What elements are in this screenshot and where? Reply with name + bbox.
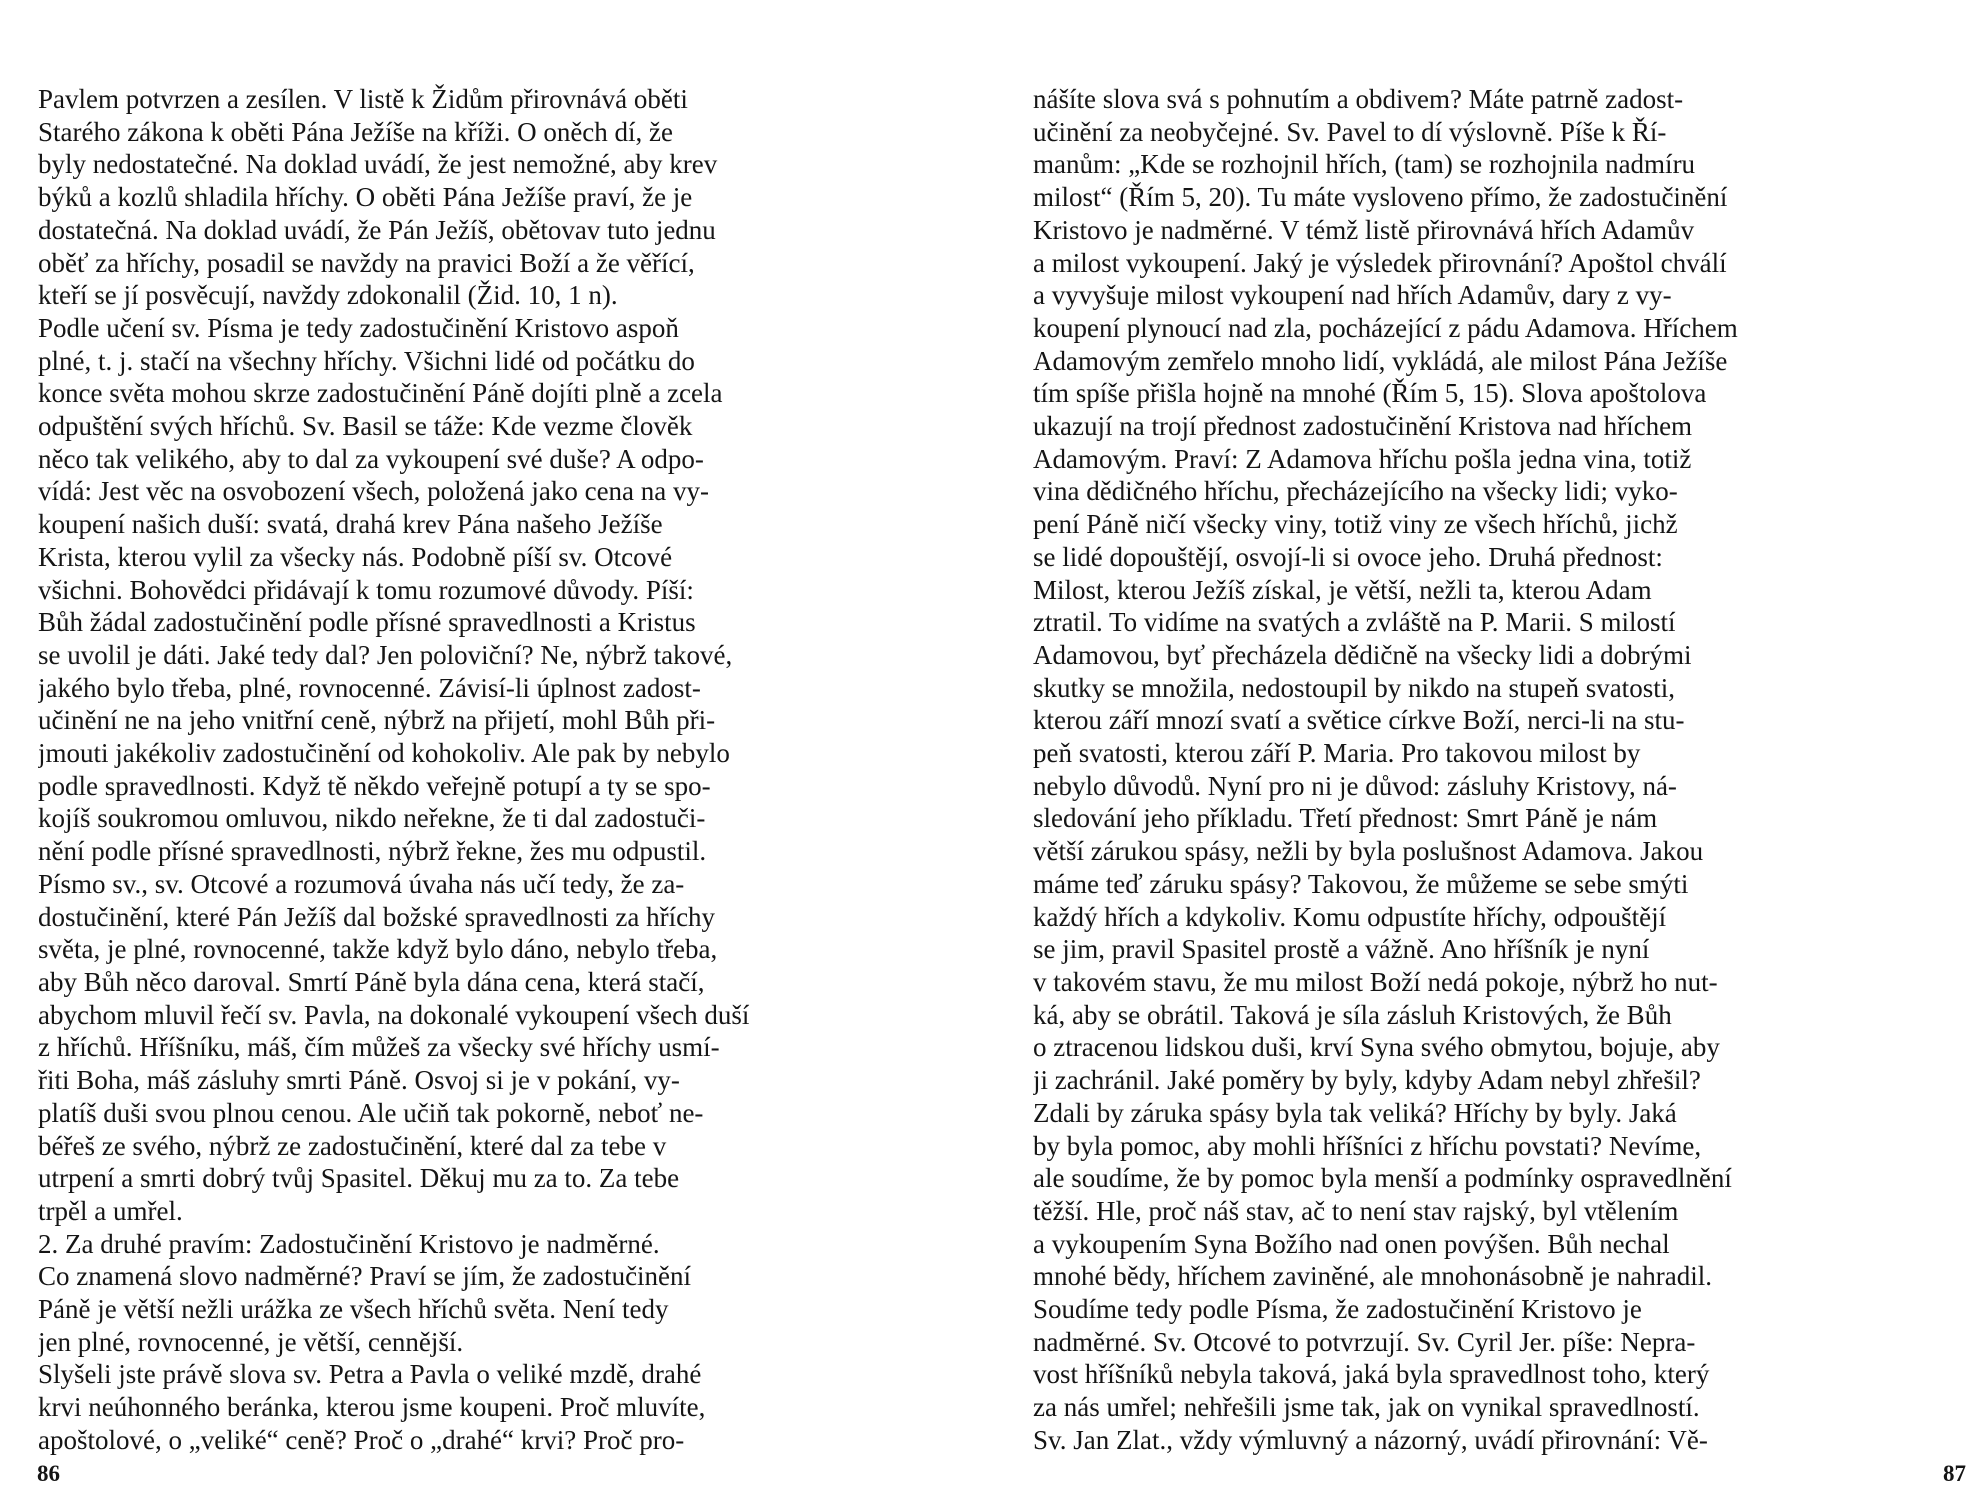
text-line: utrpení a smrti dobrý tvůj Spasitel. Děkuj mu za to. Za tebe <box>38 1163 680 1194</box>
text-line: Páně je větší nežli urážka ze všech hříchů světa. Není tedy <box>38 1294 669 1325</box>
text-line: oběť za hříchy, posadil se navždy na pravici Boží a že věřící, <box>38 247 695 278</box>
text-line: abychom mluvil řečí sv. Pavla, na dokonalé vykoupení všech duší <box>38 999 750 1030</box>
text-line: nášíte slova svá s pohnutím a obdivem? Máte patrně zadost- <box>1033 84 1684 114</box>
text-line: všichni. Bohovědci přidávají k tomu rozumové důvody. Píší: <box>38 574 694 605</box>
text-line: vina dědičného hříchu, přecházejícího na všecky lidi; vyko- <box>1033 476 1678 507</box>
text-line: 2. Za druhé pravím: Zadostučinění Kristovo je nadměrné. <box>38 1228 660 1259</box>
text-line: ká, aby se obrátil. Taková je síla zásluh Kristových, že Bůh <box>1033 999 1672 1030</box>
text-line: ztratil. To vidíme na svatých a zvláště na P. Marii. S milostí <box>1033 607 1676 638</box>
text-line: vost hříšníků nebyla taková, jaká byla spravedlnost toho, který <box>1033 1359 1710 1390</box>
text-line: krvi neúhonného beránka, kterou jsme koupeni. Proč mluvíte, <box>38 1392 706 1423</box>
text-line: učinění ne na jeho vnitřní ceně, nýbrž na přijetí, mohl Bůh při- <box>38 705 716 736</box>
text-line: sledování jeho příkladu. Třetí přednost: Smrt Páně je nám <box>1033 803 1658 834</box>
text-line: nadměrné. Sv. Otcové to potvrzují. Sv. Cyril Jer. píše: Nepra- <box>1033 1326 1696 1357</box>
text-line: nebylo důvodů. Nyní pro ni je důvod: zásluhy Kristovy, ná- <box>1033 770 1677 801</box>
text-line: ji zachránil. Jaké poměry by byly, kdyby Adam nebyl zhřešil? <box>1033 1065 1701 1096</box>
text-line: trpěl a umřel. <box>38 1195 183 1226</box>
text-line: světa, je plné, rovnocenné, takže když bylo dáno, nebylo třeba, <box>38 934 718 965</box>
text-line: jen plné, rovnocenné, je větší, cennější. <box>38 1326 464 1357</box>
text-line: mnohé bědy, hříchem zaviněné, ale mnohonásobně je nahradil. <box>1033 1261 1713 1292</box>
text-line: dostučinění, které Pán Ježíš dal božské spravedlnosti za hříchy <box>38 901 716 932</box>
text-line: Krista, kterou vylil za všecky nás. Podobně píší sv. Otcové <box>38 541 673 572</box>
page-number-right: 87 <box>1943 1461 1966 1486</box>
text-line: těžší. Hle, proč náš stav, ač to není stav rajský, byl vtělením <box>1033 1195 1679 1226</box>
text-line: větší zárukou spásy, nežli by byla poslušnost Adamova. Jakou <box>1033 836 1704 867</box>
text-line: kojíš soukromou omluvou, nikdo neřekne, že ti dal zadostuči- <box>38 803 706 834</box>
text-line: kterou září mnozí svatí a světice církve Boží, nerci-li na stu- <box>1033 705 1685 736</box>
text-line: jakého bylo třeba, plné, rovnocenné. Závisí-li úplnost zadost- <box>38 672 701 703</box>
text-line: učinění za neobyčejné. Sv. Pavel to dí výslovně. Píše k Ří- <box>1033 116 1667 147</box>
text-line: skutky se množila, nedostoupil by nikdo na stupeň svatosti, <box>1033 672 1675 703</box>
text-line: Adamovým zemřelo mnoho lidí, vykládá, ale milost Pána Ježíše <box>1033 345 1728 376</box>
right-page-text <box>1033 83 1948 1457</box>
text-line: jmouti jakékoliv zadostučinění od kohokoliv. Ale pak by nebylo <box>38 738 730 769</box>
text-line: apoštolové, o „veliké“ ceně? Proč o „drahé“ krvi? Proč pro- <box>38 1424 685 1455</box>
text-line: v takovém stavu, že mu milost Boží nedá pokoje, nýbrž ho nut- <box>1033 966 1718 997</box>
text-line: Bůh žádal zadostučinění podle přísné spravedlnosti a Kristus <box>38 607 696 638</box>
right-page <box>993 0 1986 1500</box>
text-line: béřeš ze svého, nýbrž ze zadostučinění, které dal za tebe v <box>38 1130 667 1161</box>
text-line: řiti Boha, máš zásluhy smrti Páně. Osvoj si je v pokání, vy- <box>38 1065 680 1096</box>
text-line: pení Páně ničí všecky viny, totiž viny ze všech hříchů, jichž <box>1033 509 1678 540</box>
text-line: konce světa mohou skrze zadostučinění Páně dojíti plně a zcela <box>38 378 723 409</box>
text-line: Pavlem potvrzen a zesílen. V listě k Židům přirovnává oběti <box>38 84 688 114</box>
text-line: vídá: Jest věc na osvobození všech, položená jako cena na vy- <box>38 476 710 507</box>
text-line: a milost vykoupení. Jaký je výsledek přirovnání? Apoštol chválí <box>1033 247 1727 278</box>
text-line: Podle učení sv. Písma je tedy zadostučinění Kristovo aspoň <box>38 312 679 343</box>
text-line: Soudíme tedy podle Písma, že zadostučinění Kristovo je <box>1033 1294 1642 1325</box>
text-line: byly nedostatečné. Na doklad uvádí, že jest nemožné, aby krev <box>38 149 718 180</box>
text-line: plné, t. j. stačí na všechny hříchy. Všichni lidé od počátku do <box>38 345 695 376</box>
text-line: Starého zákona k oběti Pána Ježíše na kříži. O oněch dí, že <box>38 116 674 147</box>
text-line: Co znamená slovo nadměrné? Praví se jím, že zadostučinění <box>38 1261 692 1292</box>
text-line: z hříchů. Hříšníku, máš, čím můžeš za všecky své hříchy usmí- <box>38 1032 720 1063</box>
text-line: platíš duši svou plnou cenou. Ale učiň tak pokorně, neboť ne- <box>38 1097 704 1128</box>
text-line: nění podle přísné spravedlnosti, nýbrž řekne, žes mu odpustil. <box>38 836 707 867</box>
text-line: ukazují na trojí přednost zadostučinění Kristova nad hříchem <box>1033 411 1693 442</box>
text-line: Kristovo je nadměrné. V témž listě přirovnává hřích Adamův <box>1033 214 1695 245</box>
text-line: by byla pomoc, aby mohli hříšníci z hříchu povstati? Nevíme, <box>1033 1130 1702 1161</box>
text-line: a vykoupením Syna Božího nad onen povýšen. Bůh nechal <box>1033 1228 1670 1259</box>
text-line: Zdali by záruka spásy byla tak veliká? Hříchy by byly. Jaká <box>1033 1097 1677 1128</box>
text-line: Milost, kterou Ježíš získal, je větší, nežli ta, kterou Adam <box>1033 574 1652 605</box>
text-line: býků a kozlů shladila hříchy. O oběti Pána Ježíše praví, že je <box>38 182 693 213</box>
text-line: něco tak velikého, aby to dal za vykoupení své duše? A odpo- <box>38 443 704 474</box>
text-line: Slyšeli jste právě slova sv. Petra a Pavla o veliké mzdě, drahé <box>38 1359 702 1390</box>
text-line: Sv. Jan Zlat., vždy výmluvný a názorný, uvádí přirovnání: Vě- <box>1033 1424 1708 1455</box>
text-line: Písmo sv., sv. Otcové a rozumová úvaha nás učí tedy, že za- <box>38 868 685 899</box>
text-line: podle spravedlnosti. Když tě někdo veřejně potupí a ty se spo- <box>38 770 711 801</box>
text-line: každý hřích a kdykoliv. Komu odpustíte hříchy, odpouštějí <box>1033 901 1667 932</box>
text-line: kteří se jí posvěcují, navždy zdokonalil (Žid. 10, 1 n). <box>38 280 618 311</box>
text-line: o ztracenou lidskou duši, krví Syna svého obmytou, bojuje, aby <box>1033 1032 1720 1063</box>
text-line: ale soudíme, že by pomoc byla menší a podmínky ospravedlnění <box>1033 1163 1732 1194</box>
text-line: dostatečná. Na doklad uvádí, že Pán Ježíš, obětovav tuto jednu <box>38 214 716 245</box>
text-line: Adamovou, byť přecházela dědičně na všecky lidi a dobrými <box>1033 639 1692 670</box>
text-line: aby Bůh něco daroval. Smrtí Páně byla dána cena, která stačí, <box>38 966 705 997</box>
text-line: a vyvyšuje milost vykoupení nad hřích Adamův, dary z vy- <box>1033 280 1672 311</box>
text-line: se jim, pravil Spasitel prostě a vážně. Ano hříšník je nyní <box>1033 934 1650 965</box>
text-line: koupení našich duší: svatá, drahá krev Pána našeho Ježíše <box>38 509 663 540</box>
left-page-text <box>38 83 953 1457</box>
text-line: máme teď záruku spásy? Takovou, že můžeme se sebe smýti <box>1033 868 1689 899</box>
text-line: peň svatosti, kterou září P. Maria. Pro takovou milost by <box>1033 738 1641 769</box>
text-line: se uvolil je dáti. Jaké tedy dal? Jen poloviční? Ne, nýbrž takové, <box>38 639 733 670</box>
text-line: se lidé dopouštějí, osvojí-li si ovoce jeho. Druhá přednost: <box>1033 541 1663 572</box>
text-line: tím spíše přišla hojně na mnohé (Řím 5, 15). Slova apoštolova <box>1033 378 1707 409</box>
text-line: Adamovým. Praví: Z Adamova hříchu pošla jedna vina, totiž <box>1033 443 1692 474</box>
text-line: manům: „Kde se rozhojnil hřích, (tam) se rozhojnila nadmíru <box>1033 149 1696 180</box>
text-line: milost“ (Řím 5, 20). Tu máte vysloveno přímo, že zadostučinění <box>1033 182 1728 213</box>
text-line: odpuštění svých hříchů. Sv. Basil se táže: Kde vezme člověk <box>38 411 693 442</box>
page-number-left: 86 <box>37 1461 60 1486</box>
text-line: za nás umřel; nehřešili jsme tak, jak on vynikal spravedlností. <box>1033 1392 1700 1423</box>
text-line: koupení plynoucí nad zla, pocházející z pádu Adamova. Hříchem <box>1033 312 1738 343</box>
